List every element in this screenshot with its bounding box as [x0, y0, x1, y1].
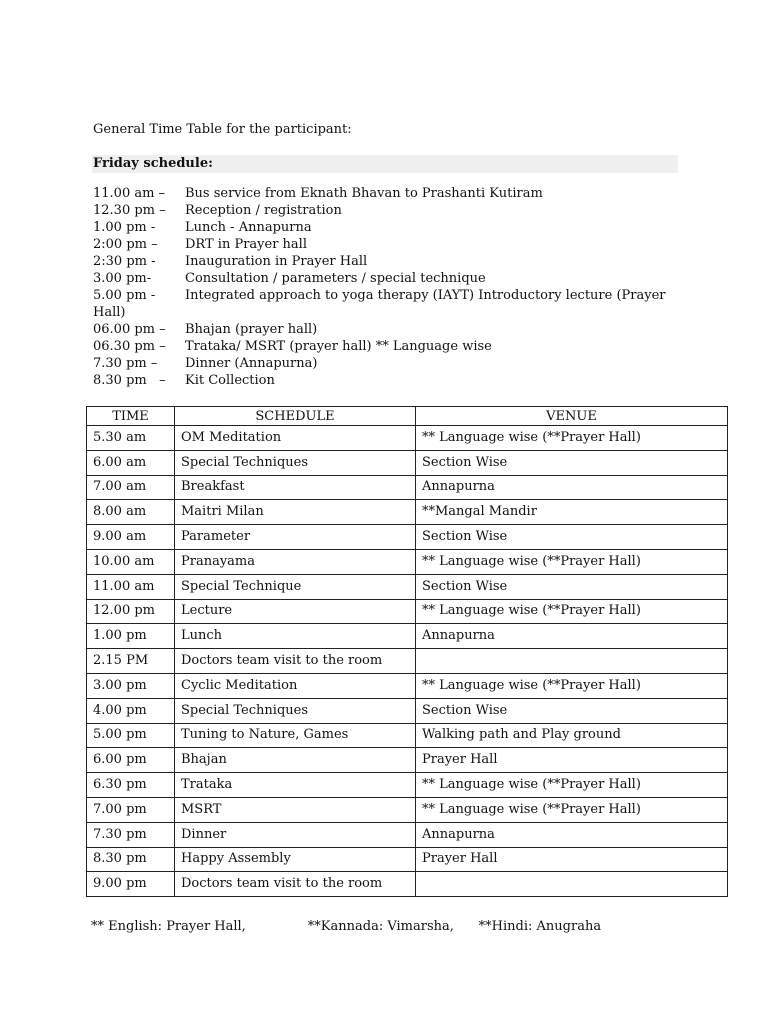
friday-schedule-item: [93, 355, 678, 372]
cell-schedule: Happy Assembly: [175, 847, 416, 872]
cell-venue: [416, 649, 728, 674]
cell-time: 6.00 am: [87, 450, 175, 475]
table-row: [87, 847, 728, 872]
friday-item-description: Lunch - Annapurna: [185, 220, 312, 235]
friday-item-time: 1.00 pm -: [93, 220, 156, 235]
document-title: General Time Table for the participant:: [93, 122, 352, 137]
header-schedule: SCHEDULE: [175, 407, 416, 426]
friday-item-description: DRT in Prayer hall: [185, 237, 307, 252]
friday-item-time: 06.30 pm –: [93, 339, 166, 354]
cell-time: 12.00 pm: [87, 599, 175, 624]
friday-item-description: Kit Collection: [185, 373, 275, 388]
cell-schedule: MSRT: [175, 797, 416, 822]
cell-venue: ** Language wise (**Prayer Hall): [416, 426, 728, 451]
cell-venue: **Mangal Mandir: [416, 500, 728, 525]
cell-schedule: Pranayama: [175, 549, 416, 574]
cell-venue: ** Language wise (**Prayer Hall): [416, 599, 728, 624]
table-row: [87, 624, 728, 649]
cell-venue: Prayer Hall: [416, 847, 728, 872]
cell-schedule: Breakfast: [175, 475, 416, 500]
cell-schedule: Special Techniques: [175, 450, 416, 475]
friday-schedule-item: [93, 236, 678, 253]
cell-venue: ** Language wise (**Prayer Hall): [416, 797, 728, 822]
cell-time: 9.00 am: [87, 525, 175, 550]
cell-schedule: Doctors team visit to the room: [175, 872, 416, 897]
table-row: [87, 549, 728, 574]
footnote: ** English: Prayer Hall, **Kannada: Vimarsha, **Hindi: Anugraha: [91, 919, 602, 934]
cell-schedule: Maitri Milan: [175, 500, 416, 525]
cell-schedule: Parameter: [175, 525, 416, 550]
header-venue: VENUE: [416, 407, 728, 426]
table-row: [87, 748, 728, 773]
cell-time: 10.00 am: [87, 549, 175, 574]
cell-venue: ** Language wise (**Prayer Hall): [416, 773, 728, 798]
cell-time: 7.30 pm: [87, 822, 175, 847]
friday-item-time: 5.00 pm -: [93, 288, 156, 303]
friday-schedule-item: [93, 270, 678, 287]
friday-schedule-item: [93, 287, 678, 321]
table-row: [87, 500, 728, 525]
cell-schedule: Special Techniques: [175, 698, 416, 723]
cell-venue: Annapurna: [416, 822, 728, 847]
table-row: [87, 673, 728, 698]
cell-time: 4.00 pm: [87, 698, 175, 723]
friday-item-description: Integrated approach to yoga therapy (IAYT) Introductory lecture (Prayer Hall): [93, 288, 666, 320]
friday-item-time: 2:00 pm –: [93, 237, 158, 252]
table-row: [87, 698, 728, 723]
cell-time: 3.00 pm: [87, 673, 175, 698]
friday-item-description: Consultation / parameters / special technique: [185, 271, 486, 286]
friday-item-description: Reception / registration: [185, 203, 342, 218]
cell-time: 7.00 pm: [87, 797, 175, 822]
cell-time: 6.00 pm: [87, 748, 175, 773]
friday-item-time: 12.30 pm –: [93, 203, 166, 218]
cell-venue: Annapurna: [416, 624, 728, 649]
cell-schedule: Doctors team visit to the room: [175, 649, 416, 674]
table-row: [87, 450, 728, 475]
table-row: [87, 723, 728, 748]
cell-time: 5.30 am: [87, 426, 175, 451]
cell-schedule: Dinner: [175, 822, 416, 847]
table-row: [87, 475, 728, 500]
cell-time: 1.00 pm: [87, 624, 175, 649]
friday-item-time: 8.30 pm –: [93, 373, 166, 388]
friday-item-description: Dinner (Annapurna): [185, 356, 318, 371]
friday-schedule-item: [93, 253, 678, 270]
friday-item-time: 06.00 pm –: [93, 322, 166, 337]
cell-time: 2.15 PM: [87, 649, 175, 674]
friday-item-description: Trataka/ MSRT (prayer hall) ** Language wise: [185, 339, 492, 354]
friday-item-time: 3.00 pm-: [93, 271, 152, 286]
table-row: [87, 574, 728, 599]
cell-venue: ** Language wise (**Prayer Hall): [416, 549, 728, 574]
table-row: [87, 773, 728, 798]
cell-venue: Section Wise: [416, 450, 728, 475]
cell-venue: ** Language wise (**Prayer Hall): [416, 673, 728, 698]
cell-time: 8.00 am: [87, 500, 175, 525]
cell-venue: [416, 872, 728, 897]
friday-schedule-item: [93, 372, 678, 389]
friday-item-time: 7.30 pm –: [93, 356, 158, 371]
cell-schedule: OM Meditation: [175, 426, 416, 451]
table-row: [87, 649, 728, 674]
table-row: [87, 525, 728, 550]
cell-time: 9.00 pm: [87, 872, 175, 897]
friday-item-description: Bus service from Eknath Bhavan to Prashanti Kutiram: [185, 186, 543, 201]
cell-venue: Walking path and Play ground: [416, 723, 728, 748]
friday-schedule-item: [93, 219, 678, 236]
cell-venue: Section Wise: [416, 525, 728, 550]
cell-venue: Section Wise: [416, 698, 728, 723]
cell-schedule: Bhajan: [175, 748, 416, 773]
cell-schedule: Tuning to Nature, Games: [175, 723, 416, 748]
section-heading: Friday schedule:: [93, 156, 213, 171]
header-time: TIME: [87, 407, 175, 426]
cell-schedule: Lecture: [175, 599, 416, 624]
table-row: [87, 426, 728, 451]
friday-schedule-item: [93, 321, 678, 338]
cell-schedule: Trataka: [175, 773, 416, 798]
friday-item-time: 2:30 pm -: [93, 254, 156, 269]
friday-item-time: 11.00 am –: [93, 186, 166, 201]
cell-schedule: Cyclic Meditation: [175, 673, 416, 698]
table-row: [87, 822, 728, 847]
cell-time: 6.30 pm: [87, 773, 175, 798]
cell-time: 11.00 am: [87, 574, 175, 599]
table-row: [87, 872, 728, 897]
cell-schedule: Special Technique: [175, 574, 416, 599]
cell-venue: Prayer Hall: [416, 748, 728, 773]
friday-schedule-item: [93, 202, 678, 219]
cell-schedule: Lunch: [175, 624, 416, 649]
daily-timetable: [86, 406, 728, 897]
friday-schedule-item: [93, 338, 678, 355]
table-header-row: [87, 407, 728, 426]
cell-time: 5.00 pm: [87, 723, 175, 748]
friday-schedule-item: [93, 185, 678, 202]
friday-schedule-list: [93, 185, 678, 389]
table-row: [87, 599, 728, 624]
cell-time: 8.30 pm: [87, 847, 175, 872]
friday-item-description: Inauguration in Prayer Hall: [185, 254, 368, 269]
friday-item-description: Bhajan (prayer hall): [185, 322, 318, 337]
cell-time: 7.00 am: [87, 475, 175, 500]
table-row: [87, 797, 728, 822]
cell-venue: Section Wise: [416, 574, 728, 599]
cell-venue: Annapurna: [416, 475, 728, 500]
